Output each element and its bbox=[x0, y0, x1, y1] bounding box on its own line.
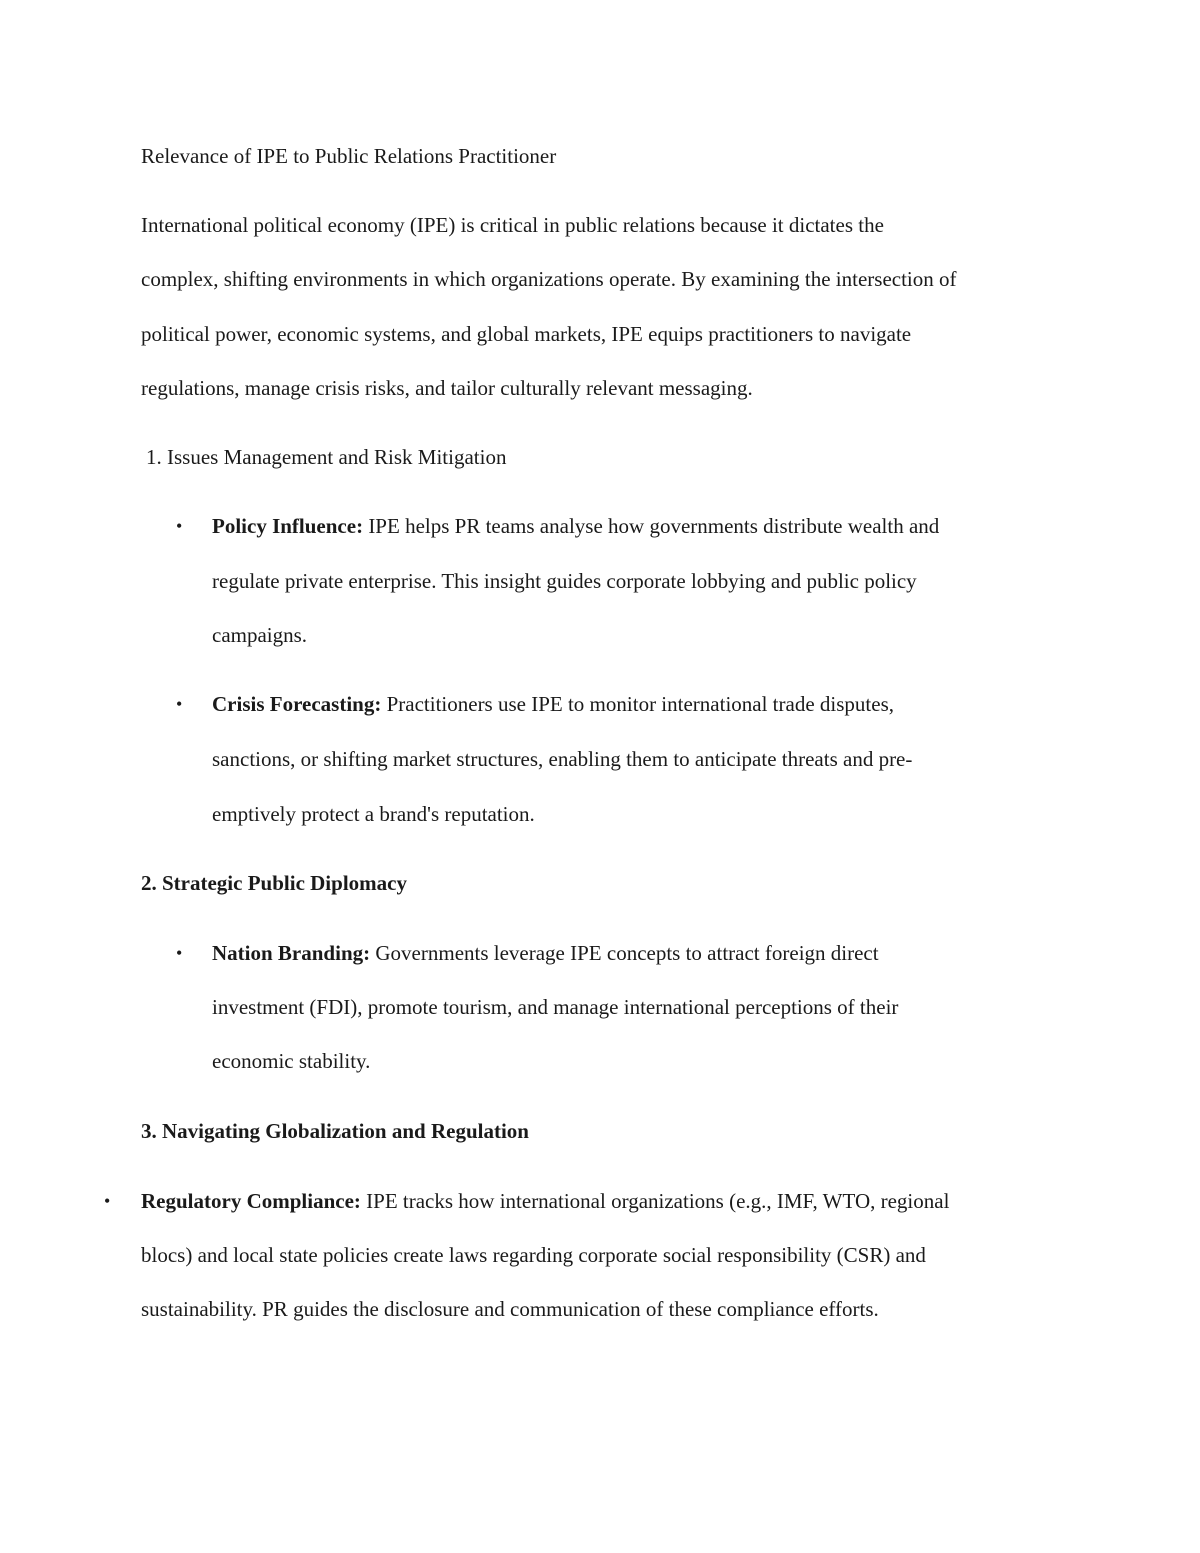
regulatory-compliance-line-1 bbox=[141, 1187, 949, 1215]
regulatory-compliance-label: Regulatory Compliance: bbox=[141, 1189, 361, 1213]
section-3-heading: 3. Navigating Globalization and Regulation bbox=[141, 1119, 529, 1143]
intro-line-4: regulations, manage crisis risks, and tailor culturally relevant messaging. bbox=[141, 376, 753, 400]
document-title: Relevance of IPE to Public Relations Practitioner bbox=[141, 144, 557, 168]
nation-branding-line-2: investment (FDI), promote tourism, and manage international perceptions of their bbox=[212, 995, 899, 1019]
bullet-glyph: • bbox=[176, 694, 183, 714]
regulatory-compliance-line-3: sustainability. PR guides the disclosure and communication of these compliance efforts. bbox=[141, 1297, 879, 1321]
nation-branding-label: Nation Branding: bbox=[212, 941, 371, 965]
regulatory-compliance-line-2: blocs) and local state policies create laws regarding corporate social responsibility (CSR) and bbox=[141, 1243, 926, 1267]
crisis-forecasting-line-3: emptively protect a brand's reputation. bbox=[212, 802, 535, 826]
bullet-glyph: • bbox=[176, 943, 183, 963]
intro-line-2: complex, shifting environments in which organizations operate. By examining the intersection of bbox=[141, 267, 957, 291]
nation-branding-line-1 bbox=[212, 939, 879, 967]
crisis-forecasting-line-1 bbox=[212, 690, 894, 718]
crisis-forecasting-text: Practitioners use IPE to monitor international trade disputes, bbox=[381, 692, 894, 716]
policy-influence-line-3: campaigns. bbox=[212, 623, 308, 647]
crisis-forecasting-label: Crisis Forecasting: bbox=[212, 692, 382, 716]
policy-influence-line-2: regulate private enterprise. This insight guides corporate lobbying and public policy bbox=[212, 569, 917, 593]
policy-influence-label: Policy Influence: bbox=[212, 514, 364, 538]
crisis-forecasting-line-2: sanctions, or shifting market structures, enabling them to anticipate threats and pre- bbox=[212, 747, 913, 771]
bullet-glyph: • bbox=[104, 1191, 111, 1211]
nation-branding-text: Governments leverage IPE concepts to attract foreign direct bbox=[370, 941, 879, 965]
nation-branding-line-3: economic stability. bbox=[212, 1049, 371, 1073]
policy-influence-line-1 bbox=[212, 512, 939, 540]
intro-line-3: political power, economic systems, and global markets, IPE equips practitioners to navigate bbox=[141, 322, 912, 346]
section-2-heading: 2. Strategic Public Diplomacy bbox=[141, 871, 407, 895]
policy-influence-text: IPE helps PR teams analyse how governments distribute wealth and bbox=[363, 514, 940, 538]
intro-line-1: International political economy (IPE) is critical in public relations because it dictates the bbox=[141, 213, 884, 237]
regulatory-compliance-text: IPE tracks how international organizations (e.g., IMF, WTO, regional bbox=[360, 1189, 950, 1213]
bullet-glyph: • bbox=[176, 516, 183, 536]
section-1-heading: 1. Issues Management and Risk Mitigation bbox=[146, 445, 507, 469]
